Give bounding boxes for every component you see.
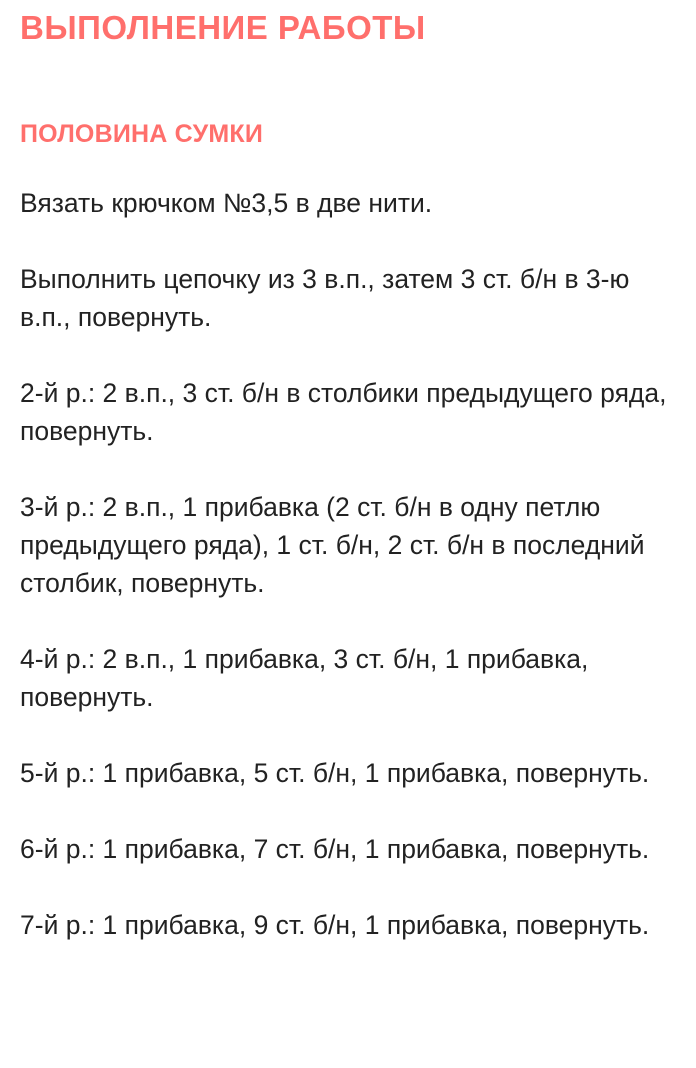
instruction-step: 2-й р.: 2 в.п., 3 ст. б/н в столбики предыдущего ряда, повернуть.	[20, 378, 667, 446]
instruction-step: 4-й р.: 2 в.п., 1 прибавка, 3 ст. б/н, 1 прибавка, повернуть.	[20, 644, 589, 712]
instruction-step: 7-й р.: 1 прибавка, 9 ст. б/н, 1 прибавка, повернуть.	[20, 910, 650, 940]
instruction-step: Выполнить цепочку из 3 в.п., затем 3 ст. б/н в 3-ю в.п., повернуть.	[20, 264, 630, 332]
instruction-step: 3-й р.: 2 в.п., 1 прибавка (2 ст. б/н в одну петлю предыдущего ряда), 1 ст. б/н, 2 ст. б/н в последний столбик, повернуть.	[20, 492, 645, 598]
instruction-step: Вязать крючком №3,5 в две нити.	[20, 188, 433, 218]
instruction-step: 6-й р.: 1 прибавка, 7 ст. б/н, 1 прибавка, повернуть.	[20, 834, 650, 864]
section-title: ПОЛОВИНА СУМКИ	[20, 120, 263, 148]
page-title: ВЫПОЛНЕНИЕ РАБОТЫ	[20, 9, 426, 46]
instruction-step: 5-й р.: 1 прибавка, 5 ст. б/н, 1 прибавка, повернуть.	[20, 758, 650, 788]
instruction-list	[20, 184, 680, 982]
